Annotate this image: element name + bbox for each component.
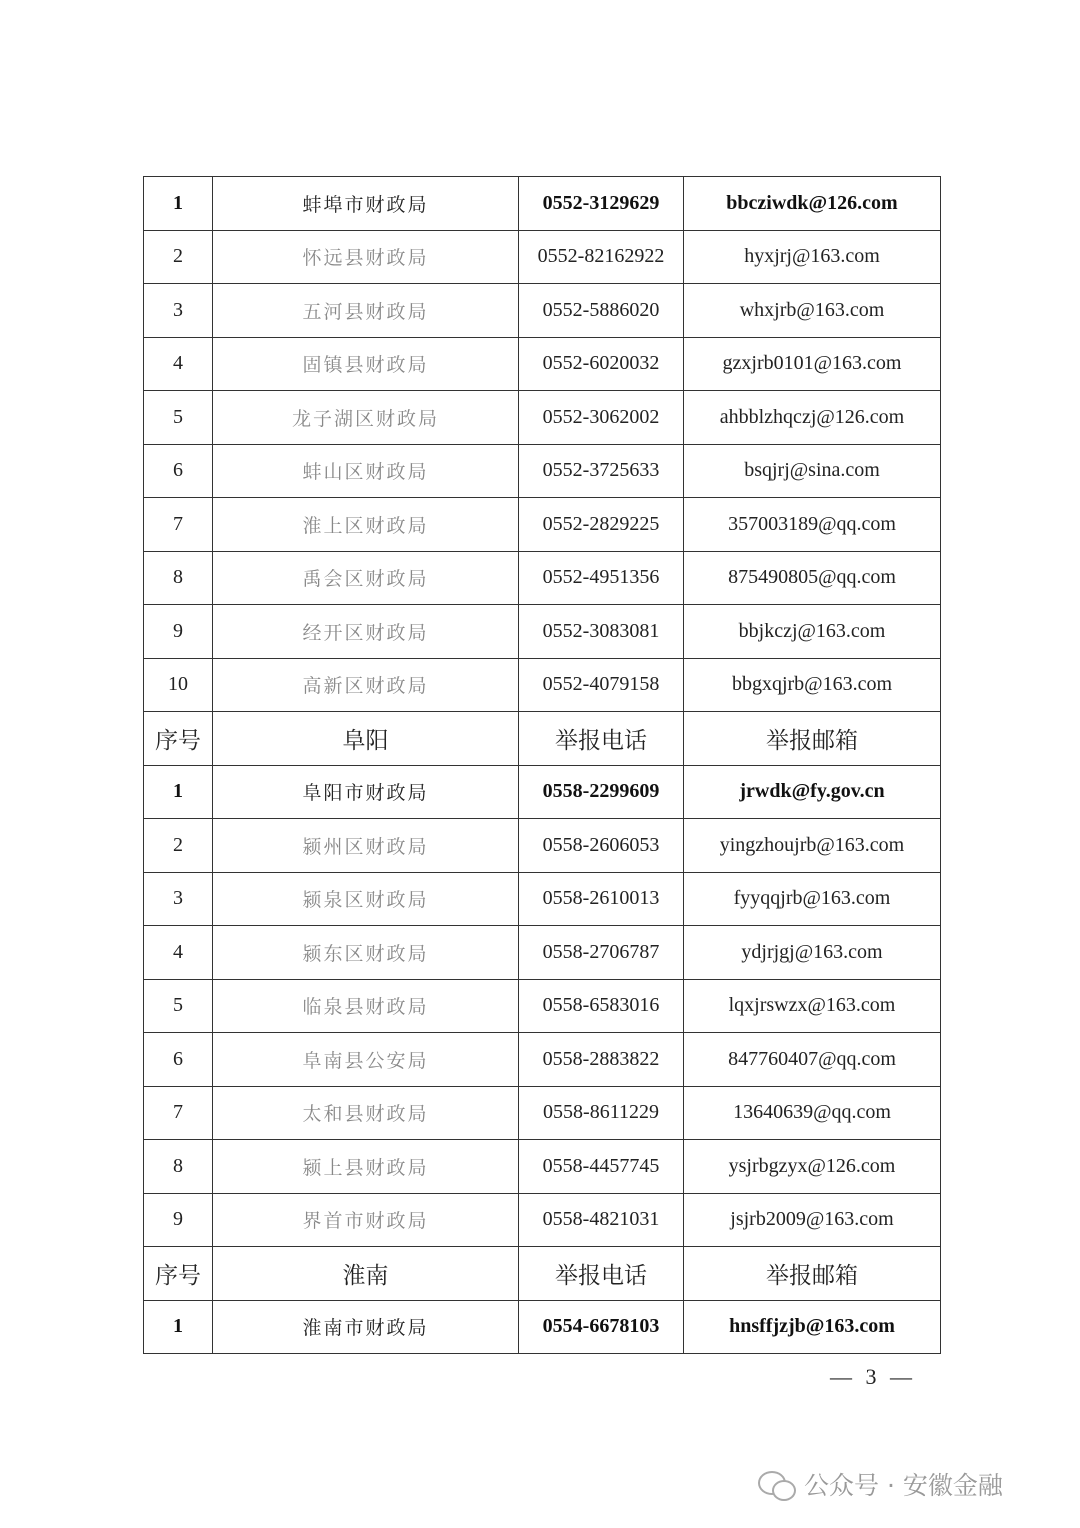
section-header-row: [144, 1247, 941, 1301]
office-name: 淮南市财政局: [213, 1300, 519, 1354]
email-address: bsqjrj@sina.com: [684, 444, 941, 498]
table-row: [144, 1140, 941, 1194]
row-index: 8: [144, 1140, 213, 1194]
phone-number: 0552-4951356: [519, 551, 684, 605]
phone-number: 0558-2706787: [519, 926, 684, 980]
office-name: 临泉县财政局: [213, 979, 519, 1033]
phone-number: 0558-6583016: [519, 979, 684, 1033]
row-index: 10: [144, 658, 213, 712]
phone-number: 0558-2299609: [519, 765, 684, 819]
wechat-icon: [758, 1469, 794, 1499]
table-row: [144, 284, 941, 338]
table-row: [144, 230, 941, 284]
table-row: [144, 658, 941, 712]
table-row: [144, 498, 941, 552]
phone-number: 0552-3725633: [519, 444, 684, 498]
table-row: [144, 819, 941, 873]
email-address: gzxjrb0101@163.com: [684, 337, 941, 391]
office-name: 界首市财政局: [213, 1193, 519, 1247]
phone-number: 0552-5886020: [519, 284, 684, 338]
phone-number: 0558-8611229: [519, 1086, 684, 1140]
office-name: 怀远县财政局: [213, 230, 519, 284]
email-address: ahbblzhqczj@126.com: [684, 391, 941, 445]
header-email: 举报邮箱: [684, 712, 941, 766]
row-index: 2: [144, 819, 213, 873]
row-index: 9: [144, 605, 213, 659]
office-name: 固镇县财政局: [213, 337, 519, 391]
table-row: [144, 1086, 941, 1140]
email-address: 357003189@qq.com: [684, 498, 941, 552]
table-row: [144, 444, 941, 498]
phone-number: 0552-3062002: [519, 391, 684, 445]
email-address: fyyqqjrb@163.com: [684, 872, 941, 926]
email-address: whxjrb@163.com: [684, 284, 941, 338]
email-address: hnsffjzjb@163.com: [684, 1300, 941, 1354]
row-index: 6: [144, 444, 213, 498]
office-name: 颍泉区财政局: [213, 872, 519, 926]
email-address: bbcziwdk@126.com: [684, 177, 941, 231]
row-index: 2: [144, 230, 213, 284]
phone-number: 0552-82162922: [519, 230, 684, 284]
office-name: 蚌埠市财政局: [213, 177, 519, 231]
row-index: 3: [144, 284, 213, 338]
header-email: 举报邮箱: [684, 1247, 941, 1301]
row-index: 5: [144, 979, 213, 1033]
phone-number: 0558-4457745: [519, 1140, 684, 1194]
row-index: 1: [144, 1300, 213, 1354]
table-row: [144, 979, 941, 1033]
table-row: [144, 1033, 941, 1087]
phone-number: 0558-4821031: [519, 1193, 684, 1247]
email-address: bbjkczj@163.com: [684, 605, 941, 659]
header-phone: 举报电话: [519, 1247, 684, 1301]
phone-number: 0554-6678103: [519, 1300, 684, 1354]
row-index: 7: [144, 1086, 213, 1140]
email-address: 13640639@qq.com: [684, 1086, 941, 1140]
email-address: 847760407@qq.com: [684, 1033, 941, 1087]
row-index: 5: [144, 391, 213, 445]
contact-table: [143, 176, 941, 1354]
email-address: jsjrb2009@163.com: [684, 1193, 941, 1247]
office-name: 阜南县公安局: [213, 1033, 519, 1087]
phone-number: 0558-2606053: [519, 819, 684, 873]
email-address: ydjrjgj@163.com: [684, 926, 941, 980]
contact-table-body: [144, 177, 941, 1354]
row-index: 1: [144, 177, 213, 231]
table-row: [144, 1300, 941, 1354]
table-row: [144, 337, 941, 391]
table-row: [144, 765, 941, 819]
phone-number: 0552-4079158: [519, 658, 684, 712]
phone-number: 0552-3083081: [519, 605, 684, 659]
email-address: lqxjrswzx@163.com: [684, 979, 941, 1033]
watermark-text: 公众号 · 安徽金融: [804, 1471, 1003, 1500]
table-row: [144, 551, 941, 605]
row-index: 8: [144, 551, 213, 605]
row-index: 3: [144, 872, 213, 926]
email-address: 875490805@qq.com: [684, 551, 941, 605]
email-address: yingzhoujrb@163.com: [684, 819, 941, 873]
office-name: 五河县财政局: [213, 284, 519, 338]
phone-number: 0558-2610013: [519, 872, 684, 926]
office-name: 蚌山区财政局: [213, 444, 519, 498]
row-index: 4: [144, 337, 213, 391]
office-name: 太和县财政局: [213, 1086, 519, 1140]
header-index: 序号: [144, 1247, 213, 1301]
header-region: 淮南: [213, 1247, 519, 1301]
row-index: 4: [144, 926, 213, 980]
section-header-row: [144, 712, 941, 766]
header-index: 序号: [144, 712, 213, 766]
table-row: [144, 926, 941, 980]
phone-number: 0552-3129629: [519, 177, 684, 231]
office-name: 阜阳市财政局: [213, 765, 519, 819]
table-row: [144, 177, 941, 231]
office-name: 高新区财政局: [213, 658, 519, 712]
page-number: — 3 —: [830, 1364, 916, 1389]
table-row: [144, 391, 941, 445]
table-row: [144, 605, 941, 659]
email-address: ysjrbgzyx@126.com: [684, 1140, 941, 1194]
row-index: 1: [144, 765, 213, 819]
table-row: [144, 1193, 941, 1247]
phone-number: 0552-6020032: [519, 337, 684, 391]
row-index: 6: [144, 1033, 213, 1087]
row-index: 7: [144, 498, 213, 552]
office-name: 龙子湖区财政局: [213, 391, 519, 445]
office-name: 禹会区财政局: [213, 551, 519, 605]
office-name: 颍州区财政局: [213, 819, 519, 873]
email-address: bbgxqjrb@163.com: [684, 658, 941, 712]
header-phone: 举报电话: [519, 712, 684, 766]
email-address: hyxjrj@163.com: [684, 230, 941, 284]
header-region: 阜阳: [213, 712, 519, 766]
office-name: 颍上县财政局: [213, 1140, 519, 1194]
office-name: 淮上区财政局: [213, 498, 519, 552]
office-name: 经开区财政局: [213, 605, 519, 659]
phone-number: 0552-2829225: [519, 498, 684, 552]
email-address: jrwdk@fy.gov.cn: [684, 765, 941, 819]
watermark: [758, 1466, 1003, 1502]
phone-number: 0558-2883822: [519, 1033, 684, 1087]
table-row: [144, 872, 941, 926]
office-name: 颍东区财政局: [213, 926, 519, 980]
row-index: 9: [144, 1193, 213, 1247]
